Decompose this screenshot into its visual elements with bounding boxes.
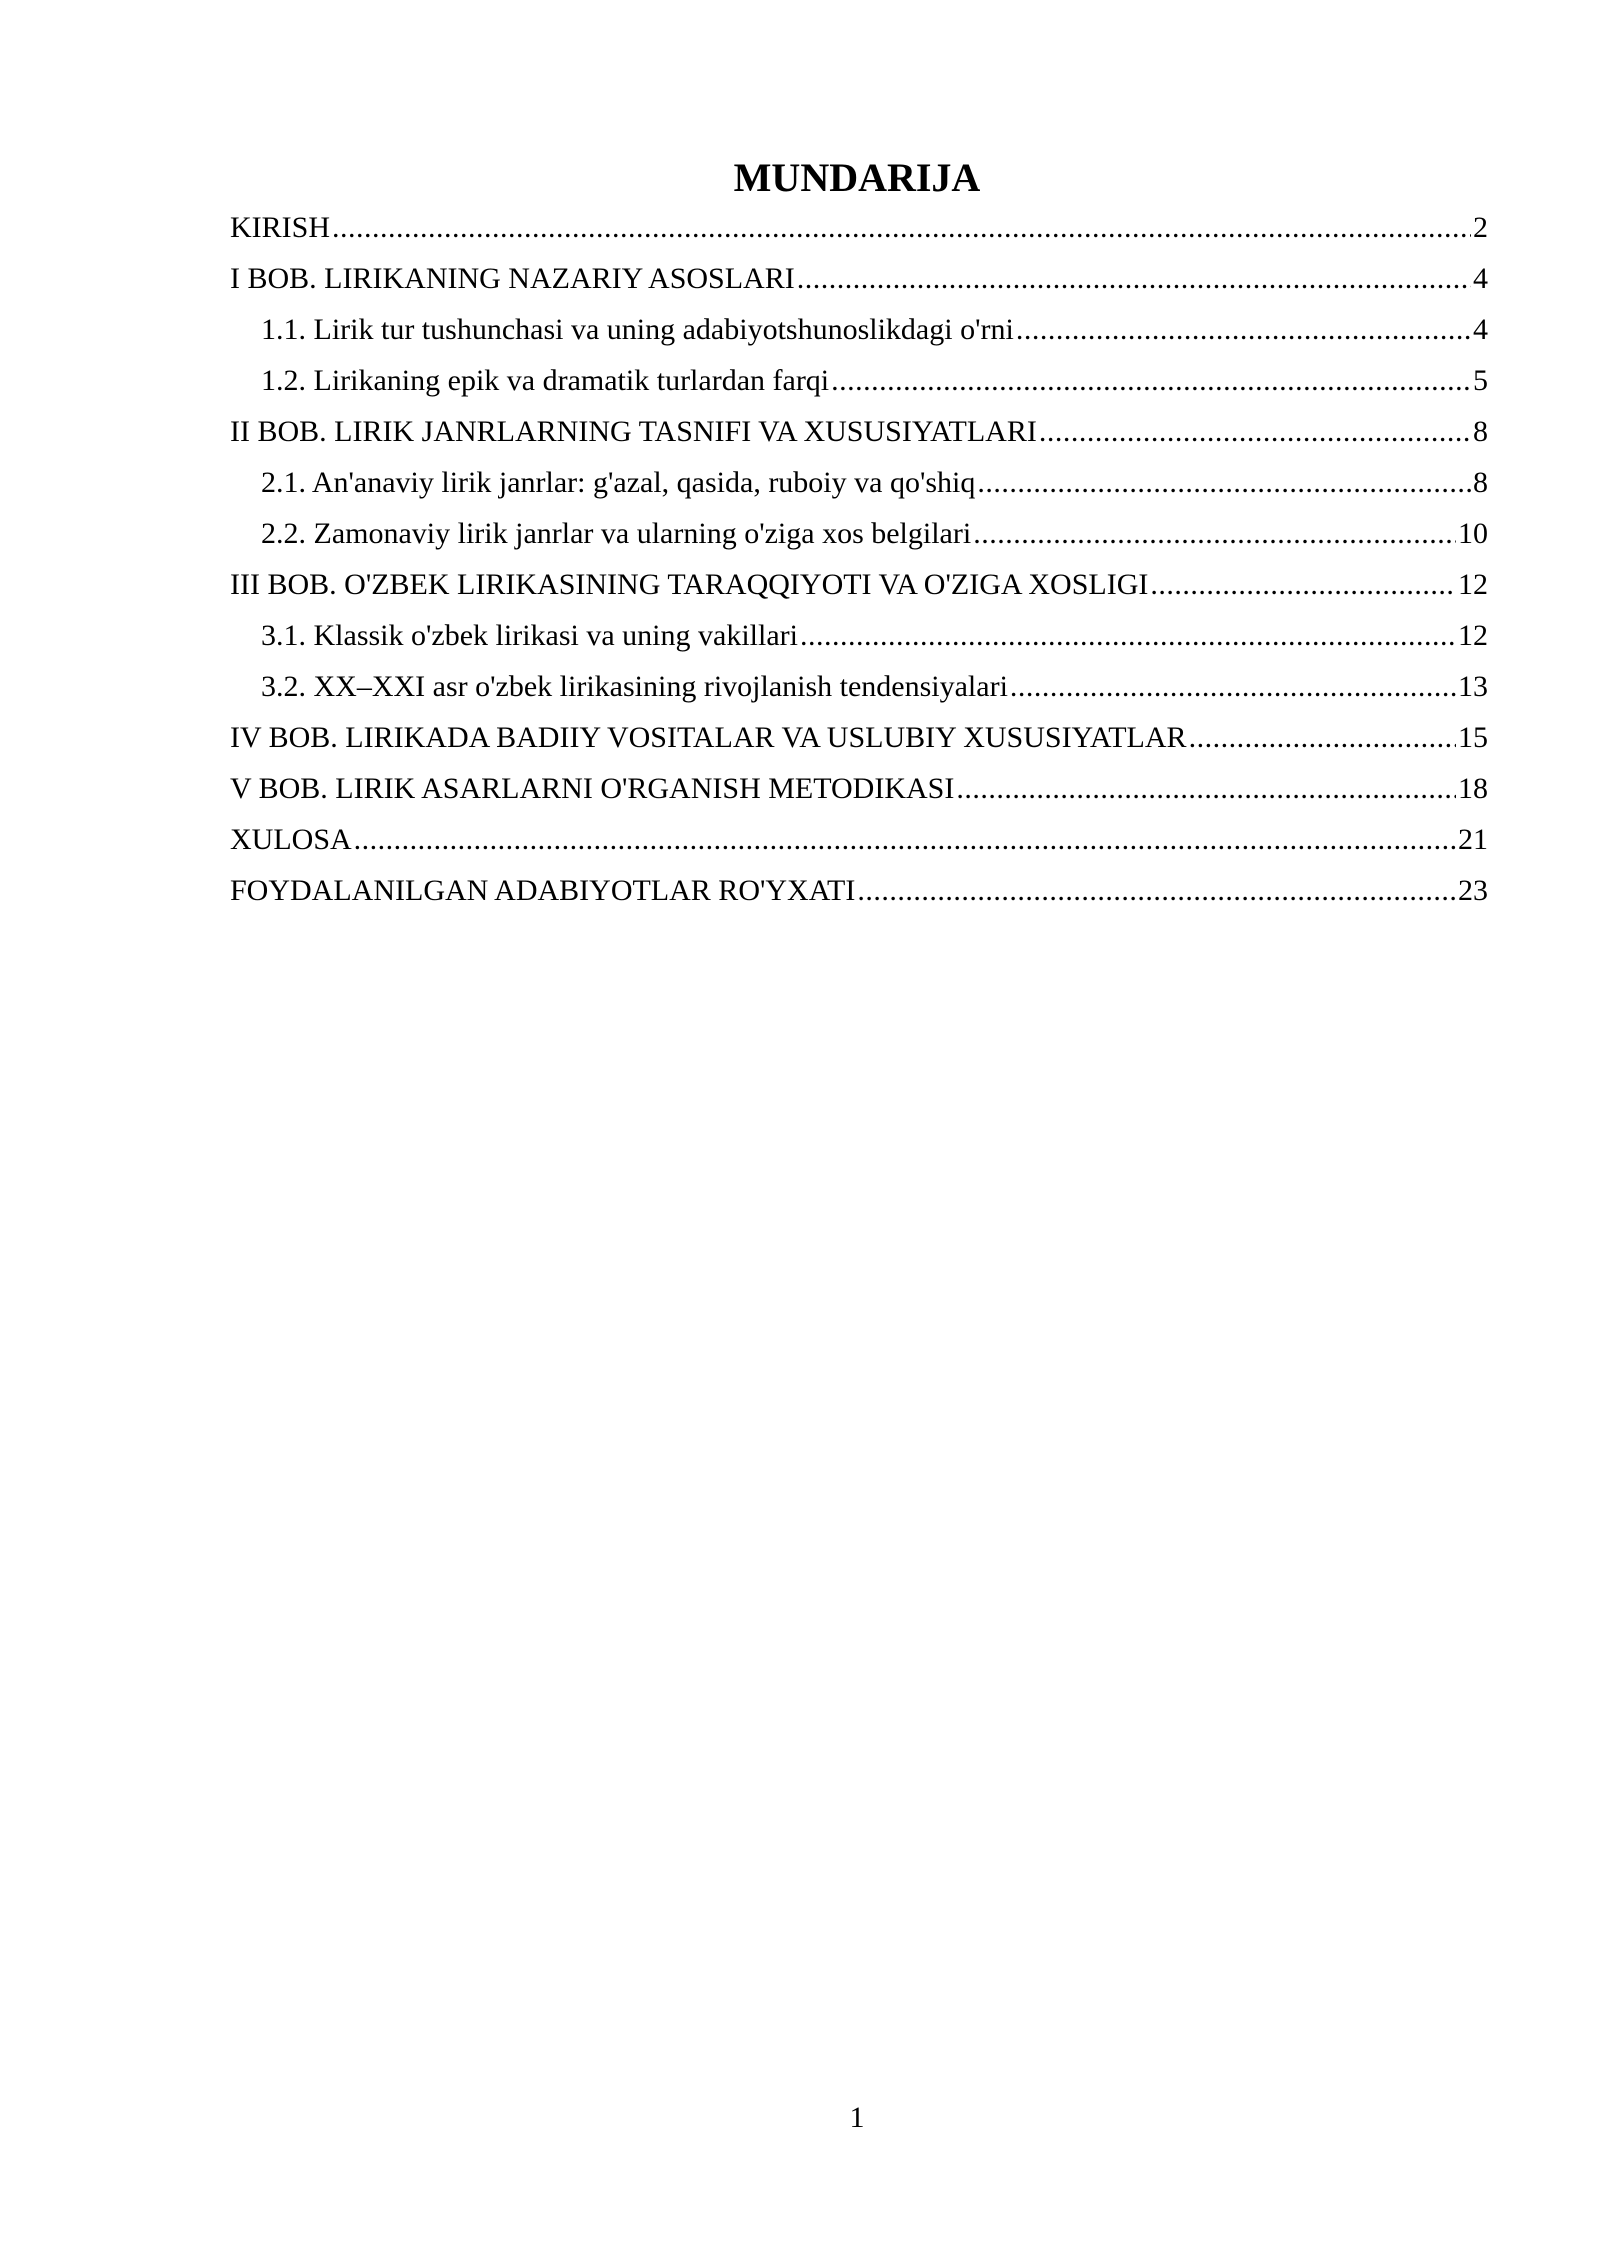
page-title: MUNDARIJA: [733, 155, 981, 200]
toc-entry-page: 8: [1473, 466, 1488, 499]
toc-entry-page: 15: [1458, 721, 1488, 754]
toc-entry-page: 18: [1458, 772, 1488, 805]
toc-entry-page: 8: [1473, 415, 1488, 448]
toc-entry-label: KIRISH: [230, 211, 331, 244]
page-number: 1: [849, 2101, 865, 2134]
toc-entry-page: 4: [1473, 313, 1488, 346]
toc-dot-leader: [1039, 406, 1471, 457]
toc-entry-page: 4: [1473, 262, 1488, 295]
toc-entry-page: 12: [1458, 619, 1488, 652]
toc-entry-label: FOYDALANILGAN ADABIYOTLAR RO'YXATI: [230, 874, 856, 907]
toc-entry[interactable]: [230, 712, 1488, 763]
toc-entry[interactable]: [230, 202, 1488, 253]
table-of-contents: [230, 202, 1488, 916]
toc-dot-leader: [1016, 304, 1471, 355]
toc-entry[interactable]: [230, 610, 1488, 661]
toc-entry-label: 2.2. Zamonaviy lirik janrlar va ularning o'ziga xos belgilari: [261, 517, 972, 550]
toc-entry[interactable]: [230, 406, 1488, 457]
toc-entry-page: 12: [1458, 568, 1488, 601]
toc-entry-label: I BOB. LIRIKANING NAZARIY ASOSLARI: [230, 262, 795, 295]
toc-dot-leader: [354, 814, 1456, 865]
toc-entry-label: 3.1. Klassik o'zbek lirikasi va uning vakillari: [261, 619, 798, 652]
toc-entry-label: XULOSA: [230, 823, 352, 856]
toc-entry-page: 21: [1458, 823, 1488, 856]
toc-entry[interactable]: [230, 253, 1488, 304]
toc-entry-label: V BOB. LIRIK ASARLARNI O'RGANISH METODIKASI: [230, 772, 955, 805]
toc-dot-leader: [1010, 661, 1456, 712]
toc-dot-leader: [973, 508, 1456, 559]
toc-dot-leader: [956, 763, 1456, 814]
toc-entry[interactable]: [230, 559, 1488, 610]
toc-dot-leader: [1150, 559, 1456, 610]
toc-entry-label: 3.2. XX–XXI asr o'zbek lirikasining rivojlanish tendensiyalari: [261, 670, 1008, 703]
toc-entry-label: III BOB. O'ZBEK LIRIKASINING TARAQQIYOTI VA O'ZIGA XOSLIGI: [230, 568, 1149, 601]
toc-entry[interactable]: [230, 865, 1488, 916]
toc-dot-leader: [332, 202, 1471, 253]
toc-entry-page: 5: [1473, 364, 1488, 397]
toc-entry-page: 10: [1458, 517, 1488, 550]
toc-dot-leader: [800, 610, 1456, 661]
toc-entry[interactable]: [230, 814, 1488, 865]
toc-entry-page: 13: [1458, 670, 1488, 703]
toc-entry-label: 2.1. An'anaviy lirik janrlar: g'azal, qasida, ruboiy va qo'shiq: [261, 466, 976, 499]
toc-entry-label: II BOB. LIRIK JANRLARNING TASNIFI VA XUSUSIYATLARI: [230, 415, 1037, 448]
toc-dot-leader: [797, 253, 1471, 304]
toc-entry[interactable]: [230, 763, 1488, 814]
toc-entry[interactable]: [230, 355, 1488, 406]
toc-entry[interactable]: [230, 457, 1488, 508]
toc-dot-leader: [857, 865, 1456, 916]
toc-entry[interactable]: [230, 304, 1488, 355]
toc-entry-page: 23: [1458, 874, 1488, 907]
toc-entry[interactable]: [230, 508, 1488, 559]
toc-dot-leader: [831, 355, 1471, 406]
toc-dot-leader: [1189, 712, 1456, 763]
toc-entry-label: 1.1. Lirik tur tushunchasi va uning adabiyotshunoslikdagi o'rni: [261, 313, 1014, 346]
toc-dot-leader: [977, 457, 1471, 508]
toc-entry-label: IV BOB. LIRIKADA BADIIY VOSITALAR VA USLUBIY XUSUSIYATLAR: [230, 721, 1187, 754]
toc-entry[interactable]: [230, 661, 1488, 712]
toc-entry-label: 1.2. Lirikaning epik va dramatik turlardan farqi: [261, 364, 830, 397]
toc-entry-page: 2: [1473, 211, 1488, 244]
